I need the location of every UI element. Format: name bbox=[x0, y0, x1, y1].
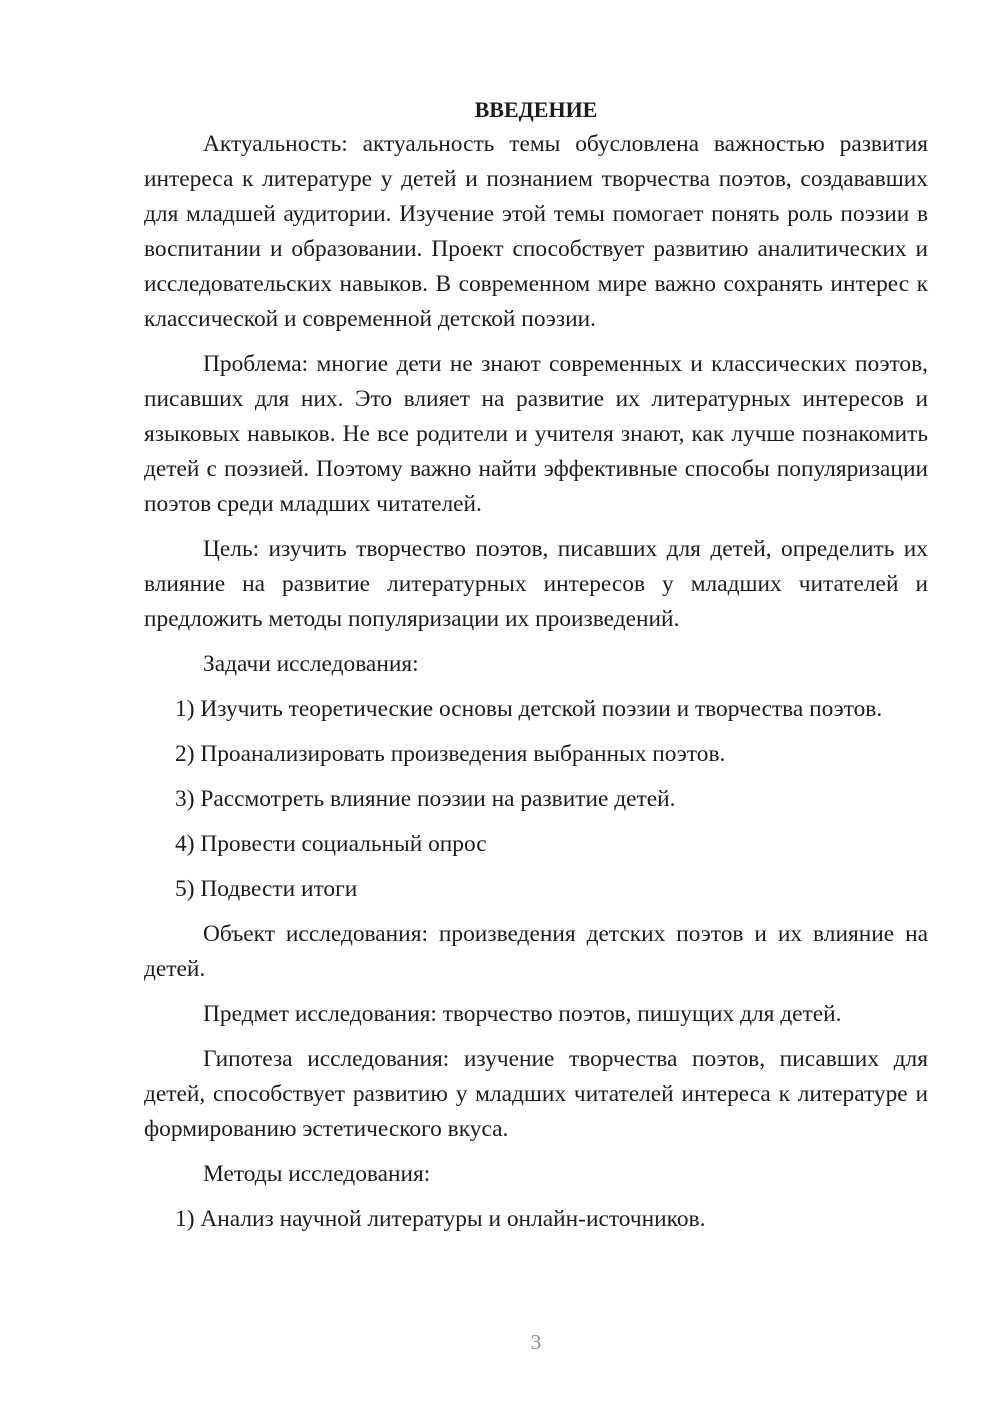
task-item: 3) Рассмотреть влияние поэзии на развитие детей. bbox=[175, 786, 676, 812]
goal-paragraph: Цель: изучить творчество поэтов, писавших для детей, определить их влияние на развитие литературных интересов у младших читателей и предложить методы популяризации их произведений. bbox=[144, 536, 928, 632]
section-heading: ВВЕДЕНИЕ bbox=[474, 97, 598, 122]
subject-paragraph: Предмет исследования: творчество поэтов, пишущих для детей. bbox=[203, 1001, 842, 1027]
problem-paragraph: Проблема: многие дети не знают современных и классических поэтов, писавших для них. Это влияет на развитие их литературных интересов и языковых навыков. Не все родители и учителя знают, как лучше познакомить детей с поэзией. Поэтому важно найти эффективные способы популяризации поэтов среди младших читателей. bbox=[144, 351, 928, 517]
hypothesis-paragraph: Гипотеза исследования: изучение творчества поэтов, писавших для детей, способствует развитию у младших читателей интереса к литературе и формированию эстетического вкуса. bbox=[144, 1046, 928, 1142]
method-item: 1) Анализ научной литературы и онлайн-источников. bbox=[175, 1206, 706, 1232]
task-item: 4) Провести социальный опрос bbox=[175, 831, 487, 857]
page-number: 3 bbox=[530, 1330, 542, 1354]
object-paragraph: Объект исследования: произведения детских поэтов и их влияние на детей. bbox=[144, 921, 928, 982]
methods-heading: Методы исследования: bbox=[203, 1161, 431, 1187]
task-item: 2) Проанализировать произведения выбранных поэтов. bbox=[175, 741, 726, 767]
relevance-paragraph: Актуальность: актуальность темы обусловлена важностью развития интереса к литературе у детей и познанием творчества поэтов, создававших для младшей аудитории. Изучение этой темы помогает понять роль поэзии в воспитании и образовании. Проект способствует развитию аналитических и исследовательских навыков. В современном мире важно сохранять интерес к классической и современной детской поэзии. bbox=[144, 131, 928, 332]
tasks-heading: Задачи исследования: bbox=[203, 651, 419, 677]
page-content bbox=[144, 92, 928, 1237]
task-item: 5) Подвести итоги bbox=[175, 876, 358, 902]
task-item: 1) Изучить теоретические основы детской поэзии и творчества поэтов. bbox=[175, 696, 883, 722]
